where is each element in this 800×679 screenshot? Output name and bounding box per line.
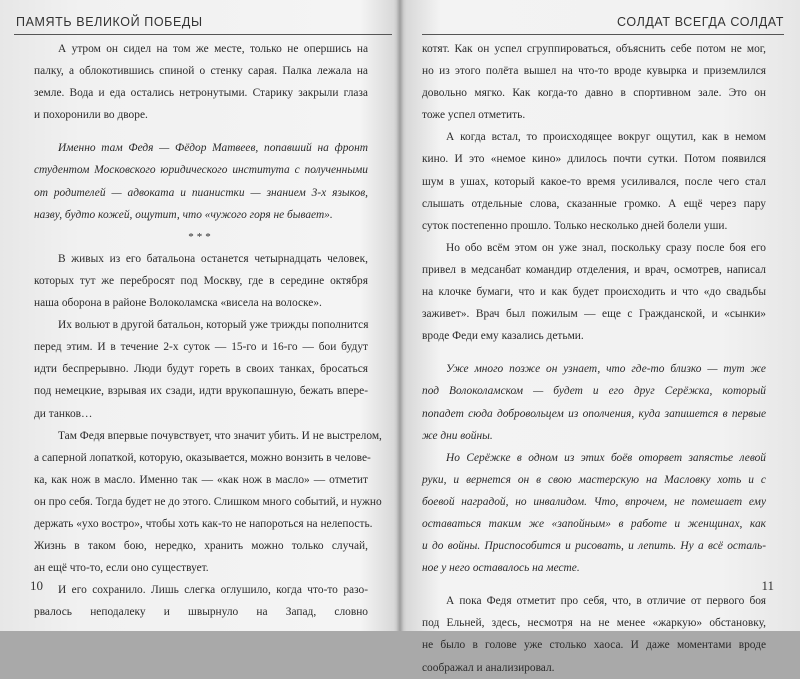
text-line: под немецкие, взрывая их сзади, идти врукопашную, бежать впере- [34, 385, 368, 398]
text-line: палку, а облокотившись спиной о стенку сарая. Палка лежала на [34, 65, 368, 78]
text-line-italic: Но Серёжке в одном из этих боёв оторвет запястье левой [446, 451, 766, 464]
text-line-italic: боевой наградой, но инвалидом. Что, впрочем, не помешает ему [422, 495, 766, 508]
text-line: а саперной лопаткой, которую, оказывается, можно вонзить в челове- [34, 451, 371, 464]
text-line-italic: Именно там Федя — Фёдор Матвеев, попавший на фронт [58, 142, 368, 155]
text-line: котят. Как он успел сгруппироваться, объяснить себе потом не мог, [422, 43, 766, 55]
text-line: не было в голове уже столько хаоса. И даже моментами вроде [422, 639, 766, 652]
text-line: под Ельней, здесь, несмотря на не менее «жаркую» обстановку, [422, 617, 766, 630]
text-line: довольно мягко. Как когда-то давно в спортивном зале. Это он [422, 87, 766, 100]
text-line-italic: попадет сюда добровольцем из ополчения, куда запишется в первые [422, 407, 766, 420]
text-line: А когда встал, то происходящее вокруг ощутил, как в немом [446, 131, 766, 144]
text-line: Их вольют в другой батальон, который уже трижды пополнится [58, 319, 369, 332]
text-line: ка, как нож в масло. Именно так — «как нож в масло» — отметит [34, 473, 368, 486]
page-number-left: 10 [30, 578, 43, 593]
text-line: он про себя. Тогда будет не до этого. Слишком много событий, и нужно [34, 495, 382, 508]
text-line: рвалось неподалеку и швырнуло на Запад, словно [34, 606, 368, 619]
running-header-right [422, 6, 784, 35]
text-line: В живых из его батальона останется четырнадцать человек, [58, 252, 368, 265]
text-line: суток постепенно прошло. Только несколько дней болели уши. [422, 219, 728, 232]
text-line: Жизнь в таком бою, нередко, хранить можно только случай, [34, 540, 368, 553]
text-line: шум в ушах, который какое-то время усиливался, после чего стал [422, 175, 766, 188]
header-title-left: ПАМЯТЬ ВЕЛИКОЙ ПОБЕДЫ [16, 15, 203, 29]
text-line-italic: же дни войны. [422, 429, 493, 442]
text-line: вроде Феди ему казались детьми. [422, 330, 584, 343]
text-line: земле. Вода и еда остались нетронутыми. Старику закрыли глаза [34, 87, 368, 100]
book-gutter [396, 0, 404, 631]
text-line: но из этого полёта вышел на что-то вроде кувырка и приземлился [422, 65, 766, 78]
header-title-right: СОЛДАТ ВСЕГДА СОЛДАТ [617, 15, 784, 29]
left-page [0, 0, 396, 631]
text-line: которых тут же перебросят под Москву, где в середине октября [34, 274, 368, 287]
page-number-right: 11 [761, 578, 774, 593]
text-line-italic: ное у него оставалось на месте. [422, 562, 580, 575]
right-page-text [422, 38, 766, 679]
text-line: и похоронили во дворе. [34, 109, 148, 122]
text-line: тоже успел отметить. [422, 109, 526, 122]
running-header-left [14, 6, 392, 35]
text-line: Но обо всём этом он уже знал, поскольку сразу после боя его [446, 241, 766, 254]
text-line-italic: и до войны. Приспособится и рисовать, и лепить. Ну а всё осталь- [422, 540, 766, 553]
text-line: А утром он сидел на том же месте, только не опершись на [58, 43, 368, 55]
text-line: А пока Федя отметит про себя, что, в отличие от первого боя [446, 595, 766, 608]
text-line-italic: от родителей — адвоката и пианистки — знанием 3-х языков, [34, 186, 368, 199]
text-line: перед этим. И в течение 2-х суток — 15-го и 16-го — бои будут [34, 341, 368, 354]
text-line: соображал и анализировал. [422, 661, 555, 674]
text-line: слышать отдельные слова, сказанные громко. А ещё через пару [422, 197, 766, 210]
text-line: И его сохранило. Лишь слегка оглушило, когда что-то разо- [58, 584, 368, 597]
text-line: заживет». Врач был пожилым — еще с Гражданской, и «сынки» [422, 308, 766, 321]
text-line: ан ещё что-то, если оно существует. [34, 562, 209, 575]
text-line-italic: студентом Московского юридического института с полученными [34, 164, 368, 177]
text-line: привел в медсанбат командир отделения, и врач, осмотрев, написал [422, 263, 766, 276]
text-line-italic: Уже много позже он узнает, что где-то близко — тут же [446, 363, 766, 376]
text-line-italic: оставаться таким же «запойным» в работе и женщинах, как [422, 517, 766, 530]
text-line: кино. И это «немое кино» длилось почти сутки. Потом появился [422, 153, 766, 166]
text-line: наша оборона в районе Волоколамска «висела на волоске». [34, 297, 322, 310]
section-separator: *** [188, 230, 214, 243]
text-line-italic: под Волоколамском — будет и его друг Серёжка, который [422, 385, 766, 398]
text-line: идти беспрерывно. Люди будут гореть в своих танках, бросаться [34, 363, 368, 376]
text-line: на клочке бумаги, что и как будет происходить и что «до свадьбы [422, 286, 766, 299]
text-line: ди танков… [34, 407, 93, 420]
text-line: держать «ухо востро», чтобы хоть как-то не напороться на нелепость. [34, 517, 373, 530]
left-page-text [34, 38, 382, 623]
right-page [404, 0, 800, 674]
text-line: Там Федя впервые почувствует, что значит убить. И не выстрелом, [58, 429, 382, 442]
text-line-italic: руки, и вернется он в свою мастерскую на Масловку хоть и с [422, 473, 766, 486]
text-line-italic: назву, будто кожей, ощутит, что «чужого горя не бывает». [34, 208, 333, 221]
